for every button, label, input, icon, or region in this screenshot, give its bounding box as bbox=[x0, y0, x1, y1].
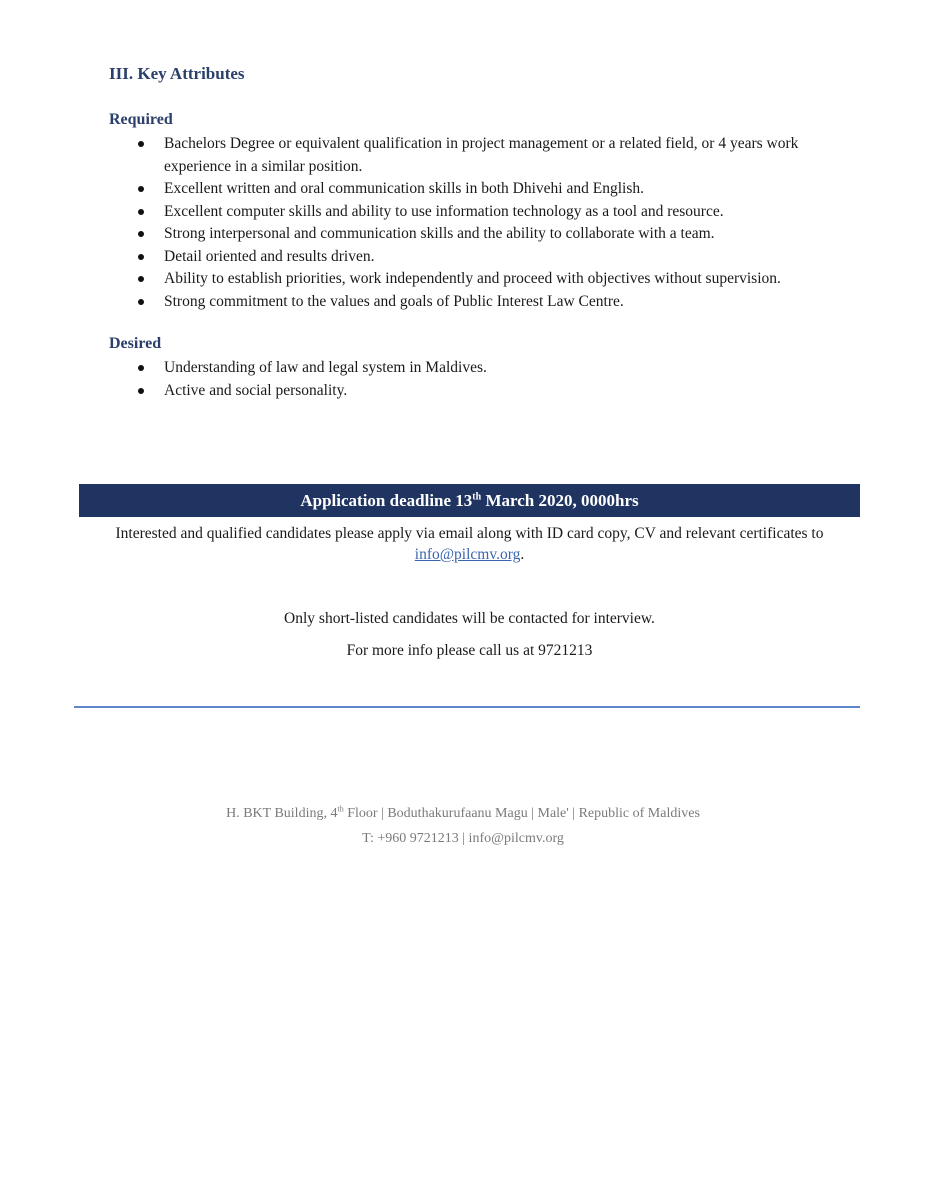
bullet-icon bbox=[138, 299, 144, 305]
list-item bbox=[136, 380, 836, 403]
shortlist-note: Only short-listed candidates will be contacted for interview. bbox=[284, 610, 655, 627]
list-item bbox=[136, 357, 836, 380]
footer-address-after: Floor | Boduthakurufaanu Magu | Male' | Republic of Maldives bbox=[343, 806, 700, 821]
list-item-text: Strong commitment to the values and goals of Public Interest Law Centre. bbox=[164, 292, 624, 310]
list-item-text: Ability to establish priorities, work independently and proceed with objectives without supervision. bbox=[164, 270, 781, 287]
apply-text-before: Interested and qualified candidates please apply via email along with ID card copy, CV and relevant certificates to bbox=[115, 525, 824, 542]
deadline-ordinal: th bbox=[472, 490, 482, 502]
desired-heading: Desired bbox=[109, 335, 162, 352]
more-info-note: For more info please call us at 9721213 bbox=[346, 642, 593, 659]
bullet-icon bbox=[138, 231, 144, 237]
bullet-icon bbox=[138, 365, 144, 371]
list-item-text: Excellent written and oral communication skills in both Dhivehi and English. bbox=[164, 180, 644, 197]
deadline-rest: March 2020, 0000hrs bbox=[481, 490, 639, 510]
list-item-text: Bachelors Degree or equivalent qualification in project management or a related field, or 4 years work experience in a similar position. bbox=[164, 135, 799, 175]
list-item bbox=[136, 291, 836, 314]
required-heading: Required bbox=[109, 111, 173, 128]
list-item bbox=[136, 201, 836, 224]
list-item bbox=[136, 133, 836, 178]
bullet-icon bbox=[138, 276, 144, 282]
required-list bbox=[136, 133, 836, 313]
deadline-text bbox=[300, 491, 638, 511]
list-item bbox=[136, 223, 836, 246]
deadline-prefix: Application deadline 13 bbox=[300, 490, 473, 510]
bullet-icon bbox=[138, 388, 144, 394]
bullet-icon bbox=[138, 141, 144, 147]
list-item-text: Understanding of law and legal system in Maldives. bbox=[164, 359, 487, 376]
bullet-icon bbox=[138, 186, 144, 192]
footer-contact: T: +960 9721213 | info@pilcmv.org bbox=[362, 831, 564, 846]
footer-address-before: H. BKT Building, 4 bbox=[226, 806, 338, 821]
list-item-text: Detail oriented and results driven. bbox=[164, 247, 375, 265]
apply-text-after: . bbox=[520, 546, 525, 563]
email-link[interactable]: info@pilcmv.org bbox=[414, 546, 521, 563]
list-item-text: Strong interpersonal and communication skills and the ability to collaborate with a team. bbox=[164, 225, 715, 242]
list-item-text: Active and social personality. bbox=[164, 381, 348, 399]
list-item bbox=[136, 178, 836, 201]
bullet-icon bbox=[138, 209, 144, 215]
footer-address bbox=[0, 806, 926, 822]
list-item-text: Excellent computer skills and ability to use information technology as a tool and resource. bbox=[164, 202, 724, 220]
footer-ordinal: th bbox=[337, 804, 344, 814]
list-item bbox=[136, 246, 836, 269]
bullet-icon bbox=[138, 254, 144, 260]
apply-instructions bbox=[79, 523, 860, 565]
list-item bbox=[136, 268, 836, 291]
divider bbox=[74, 706, 860, 708]
desired-list bbox=[136, 357, 836, 402]
deadline-banner bbox=[79, 484, 860, 517]
section-title: III. Key Attributes bbox=[109, 64, 245, 83]
